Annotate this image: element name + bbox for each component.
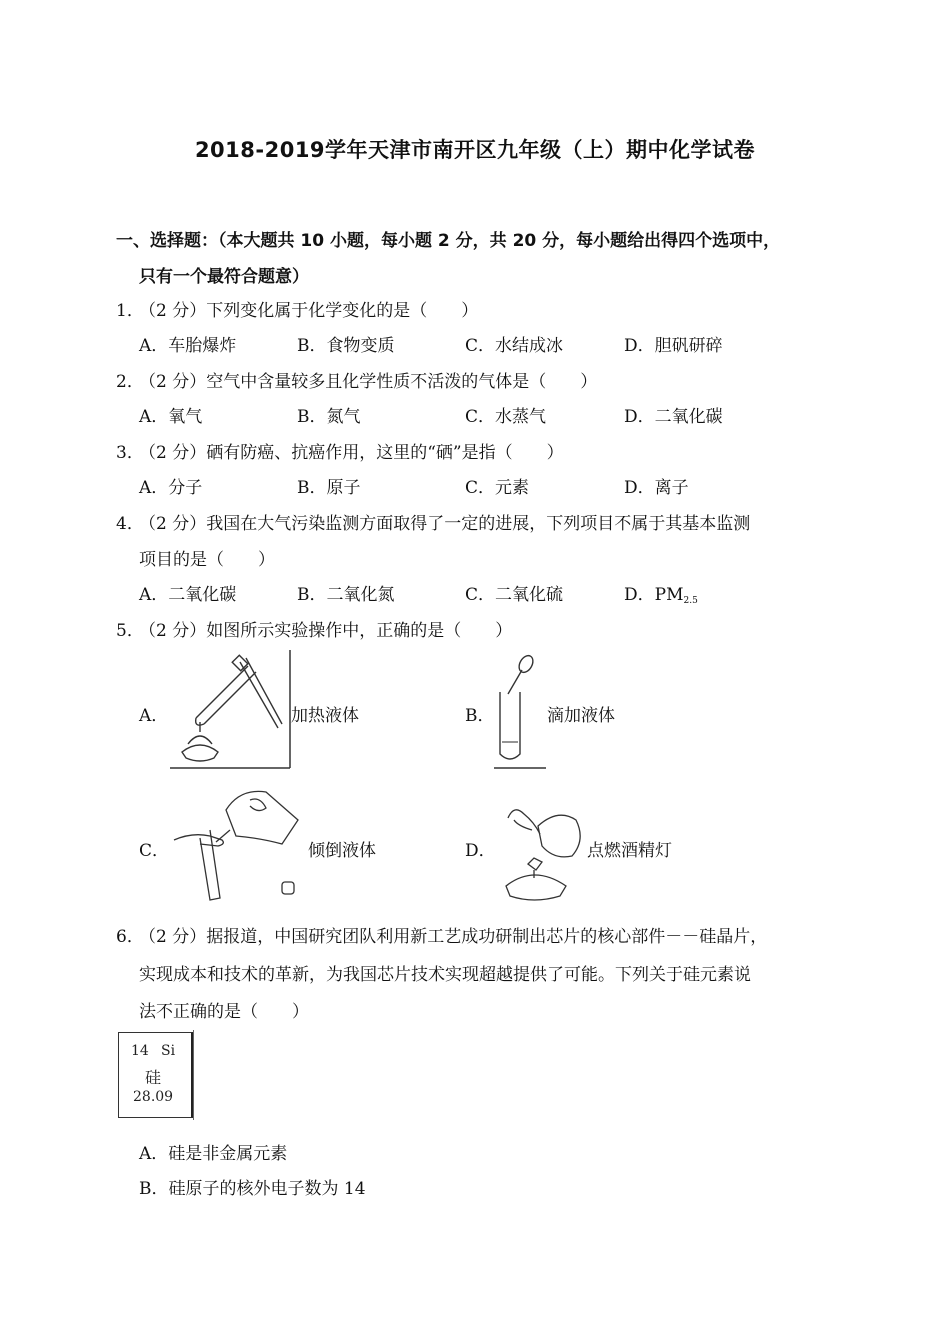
question-3-text: （2 分）硒有防癌、抗癌作用，这里的“硒”是指（ ） bbox=[139, 443, 564, 463]
q1-option-d: D．胆矾研碎 bbox=[624, 336, 723, 356]
q3-option-c: C．元素 bbox=[465, 478, 530, 498]
question-2-text: （2 分）空气中含量较多且化学性质不活泼的气体是（ ） bbox=[139, 372, 598, 392]
q6-option-a: A．硅是非金属元素 bbox=[139, 1144, 288, 1164]
question-1-number: 1． bbox=[116, 301, 144, 321]
question-6-text-cont: 实现成本和技术的革新，为我国芯片技术实现超越提供了可能。下列关于硅元素说 bbox=[139, 965, 751, 985]
question-2-number: 2． bbox=[116, 372, 144, 392]
pm-subscript: 2.5 bbox=[683, 596, 698, 606]
q2-option-b: B．氮气 bbox=[297, 407, 361, 427]
q2-option-d: D．二氧化碳 bbox=[624, 407, 723, 427]
q5-option-d: D． bbox=[465, 841, 496, 861]
pouring-liquid-figure bbox=[170, 780, 310, 902]
question-5-number: 5． bbox=[116, 621, 144, 641]
question-4-text-cont: 项目的是（ ） bbox=[139, 550, 275, 570]
q6-option-b: B．硅原子的核外电子数为 14 bbox=[139, 1179, 366, 1199]
q4-option-a: A．二氧化碳 bbox=[139, 585, 237, 605]
question-4-number: 4． bbox=[116, 514, 144, 534]
question-6-text-cont2: 法不正确的是（ ） bbox=[139, 1002, 309, 1022]
card-edge-line bbox=[193, 1030, 194, 1120]
q1-option-a: A．车胎爆炸 bbox=[139, 336, 237, 356]
q1-option-b: B．食物变质 bbox=[297, 336, 395, 356]
atomic-mass: 28.09 bbox=[133, 1089, 174, 1105]
lighting-lamp-figure bbox=[494, 800, 586, 904]
q4-option-c: C．二氧化硫 bbox=[465, 585, 564, 605]
q2-option-a: A．氧气 bbox=[139, 407, 203, 427]
figure-label-heating-liquid: 加热液体 bbox=[291, 706, 359, 726]
q1-option-c: C．水结成冰 bbox=[465, 336, 564, 356]
q3-option-b: B．原子 bbox=[297, 478, 361, 498]
question-4-text: （2 分）我国在大气污染监测方面取得了一定的进展，下列项目不属于其基本监测 bbox=[139, 514, 751, 534]
q2-option-c: C．水蒸气 bbox=[465, 407, 547, 427]
q5-option-c: C． bbox=[139, 841, 170, 861]
section-heading: 一、选择题：（本大题共 10 小题，每小题 2 分，共 20 分，每小题给出得四个选项中， bbox=[116, 231, 781, 251]
element-symbol: Si bbox=[161, 1043, 176, 1059]
figure-label-pouring-liquid: 倾倒液体 bbox=[308, 841, 376, 861]
question-6-number: 6． bbox=[116, 927, 144, 947]
atomic-number: 14 bbox=[131, 1043, 149, 1059]
q4-option-b: B．二氧化氮 bbox=[297, 585, 395, 605]
figure-label-dropping-liquid: 滴加液体 bbox=[547, 706, 615, 726]
q5-option-b: B． bbox=[465, 706, 495, 726]
figure-label-lighting-lamp: 点燃酒精灯 bbox=[587, 841, 672, 861]
heating-liquid-figure bbox=[166, 648, 292, 770]
question-3-number: 3． bbox=[116, 443, 144, 463]
element-name: 硅 bbox=[145, 1068, 162, 1087]
q5-option-a: A． bbox=[139, 706, 169, 726]
question-6-text: （2 分）据报道，中国研究团队利用新工艺成功研制出芯片的核心部件－－硅晶片， bbox=[139, 927, 768, 947]
silicon-element-card bbox=[118, 1032, 193, 1118]
dropping-liquid-figure bbox=[492, 652, 548, 770]
q3-option-a: A．分子 bbox=[139, 478, 203, 498]
question-1-text: （2 分）下列变化属于化学变化的是（ ） bbox=[139, 301, 479, 321]
page-title: 2018-2019学年天津市南开区九年级（上）期中化学试卷 bbox=[194, 138, 756, 162]
q3-option-d: D．离子 bbox=[624, 478, 689, 498]
section-heading-cont: 只有一个最符合题意） bbox=[139, 267, 309, 287]
q4-option-d: D．$PM_{2.5}$ bbox=[624, 585, 698, 606]
question-5-text: （2 分）如图所示实验操作中，正确的是（ ） bbox=[139, 621, 513, 641]
